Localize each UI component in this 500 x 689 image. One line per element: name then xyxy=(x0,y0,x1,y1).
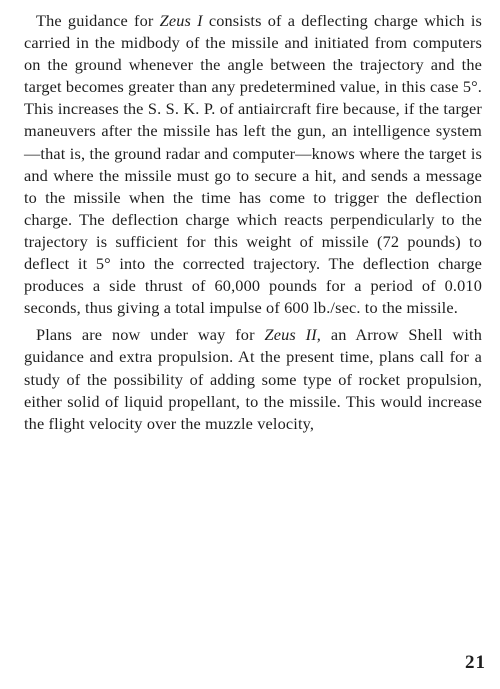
page-number: 21 xyxy=(465,652,486,673)
paragraph-zeus-i xyxy=(24,10,482,319)
paragraph-zeus-ii xyxy=(24,324,482,434)
missile-name-zeus-ii: Zeus II xyxy=(264,325,317,345)
paragraph-text: The guidance for xyxy=(36,11,160,30)
paragraph-text: , an Arrow Shell with guidance and extra propulsion. At the present time, plans call for a study of the possibility of adding some type of rocket propulsion, either solid of liquid propellant, to the missile. This would increase the flight velocity over the muzzle velocity, xyxy=(24,325,482,433)
missile-name-zeus-i: Zeus I xyxy=(159,11,203,30)
paragraph-text: Plans are now under way for xyxy=(36,325,265,345)
paragraph-text: consists of a deflecting charge which is carried in the midbody of the missile and initiated from computers on the ground whenever the angle between the trajectory and the target becomes greater than any predetermined value, in this case 5°. This increases the S. S. K. P. of antiaircraft fire because, if the targer maneuvers after the missile has left the gun, an intelligence system—that is, the ground radar and computer—knows where the target is and where the missile must go to secure a hit, and sends a message to the missile when the time has come to trigger the deflection charge. The deflection charge which reacts perpendicularly to the trajectory is sufficient for this weight of missile (72 pounds) to deflect it 5° into the corrected trajectory. The deflection charge produces a side thrust of 60,000 pounds for a period of 0.010 seconds, thus giving a total impulse of 600 lb./sec. to the missile. xyxy=(24,11,482,318)
body-text xyxy=(24,10,482,435)
